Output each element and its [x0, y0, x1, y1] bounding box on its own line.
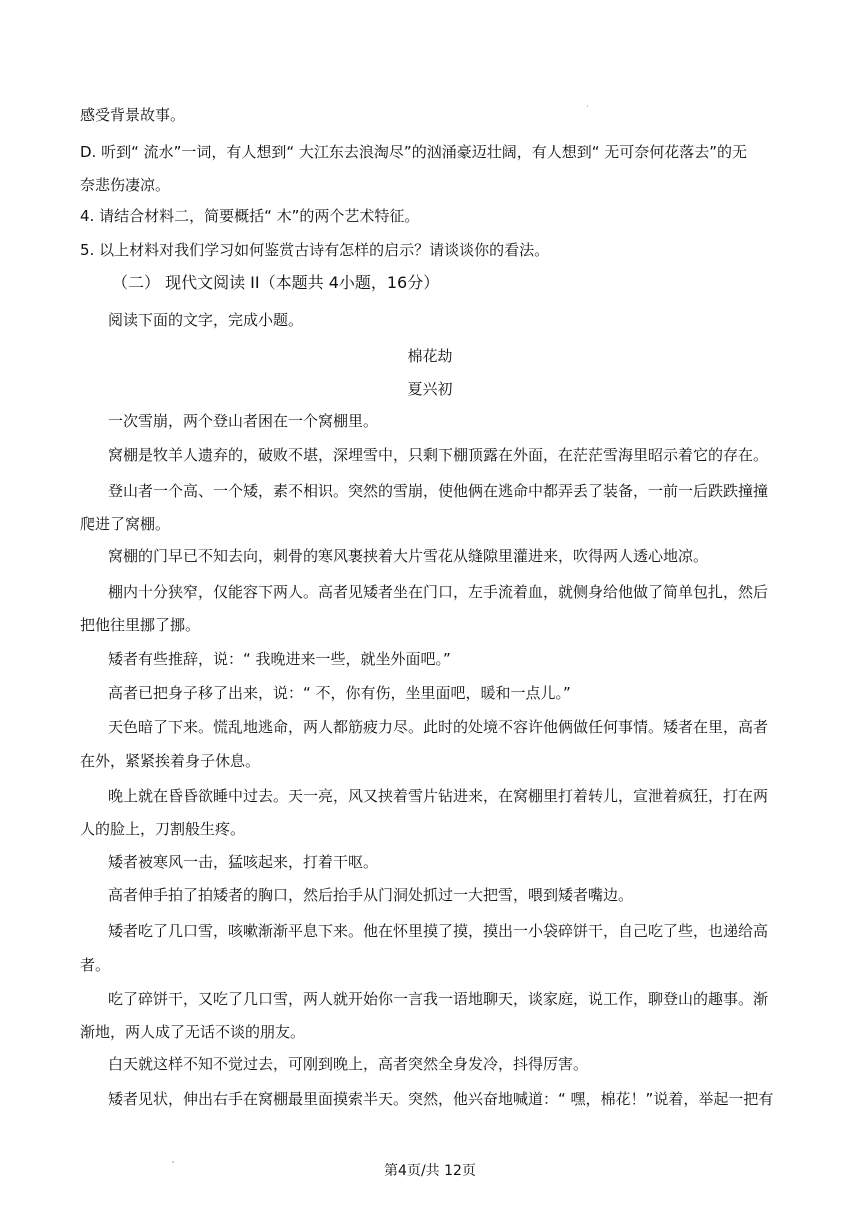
scan-speck: ' [172, 1160, 175, 1169]
story-paragraph-cont: 爬进了窝棚。 [80, 515, 171, 533]
story-paragraph: 窝棚是牧羊人遗弃的，破败不堪，深埋雪中，只剩下棚顶露在外面，在茫茫雪海里昭示着它的存在。 [108, 446, 769, 464]
story-paragraph: 晚上就在昏昏欲睡中过去。天一亮，风又挟着雪片钻进来，在窝棚里打着转儿，宣泄着疯狂，打在两 [108, 787, 769, 805]
story-paragraph: 白天就这样不知不觉过去，可刚到晚上，高者突然全身发冷，抖得厉害。 [108, 1055, 589, 1073]
story-paragraph: 矮者吃了几口雪，咳嗽渐渐平息下来。他在怀里摸了摸，摸出一小袋碎饼干，自己吃了些，也递给高 [108, 922, 769, 940]
story-paragraph-cont: 在外，紧紧挨着身子休息。 [80, 752, 261, 770]
question-4: 4. 请结合材料二，简要概括“ 木”的两个艺术特征。 [80, 207, 420, 225]
story-paragraph-cont: 者。 [80, 956, 111, 974]
option-d-line: D. 听到“ 流水”一词，有人想到“ 大江东去浪淘尽”的汹涌豪迈壮阔，有人想到“ 无可奈何花落去”的无 [80, 143, 748, 161]
story-paragraph: 一次雪崩，两个登山者困在一个窝棚里。 [108, 412, 379, 430]
story-paragraph: 矮者被寒风一击，猛咳起来，打着干呕。 [108, 853, 379, 871]
section-heading: （二） 现代文阅读 II（本题共 4小题，16分） [112, 273, 440, 292]
story-paragraph-cont: 人的脸上，刀割般生疼。 [80, 820, 246, 838]
story-paragraph: 高者伸手拍了拍矮者的胸口，然后抬手从门洞处抓过一大把雪，喂到矮者嘴边。 [108, 886, 634, 904]
story-paragraph: 棚内十分狭窄，仅能容下两人。高者见矮者坐在门口，左手流着血，就侧身给他做了简单包扎，然后 [108, 583, 769, 601]
scan-speck: · [586, 102, 589, 111]
question-5: 5. 以上材料对我们学习如何鉴赏古诗有怎样的启示？请谈谈你的看法。 [80, 241, 550, 259]
paragraph-line: 感受背景故事。 [80, 106, 186, 124]
paragraph-line: 奈悲伤凄凉。 [80, 176, 171, 194]
story-paragraph: 吃了碎饼干，又吃了几口雪，两人就开始你一言我一语地聊天，谈家庭，说工作，聊登山的趣事。渐 [108, 990, 769, 1008]
story-paragraph: 矮者有些推辞，说：“ 我晚进来一些，就坐外面吧。” [108, 650, 451, 668]
story-author: 夏兴初 [407, 380, 453, 398]
story-paragraph: 矮者见状，伸出右手在窝棚最里面摸索半天。突然，他兴奋地喊道：“ 嘿，棉花！”说着，举起一把有 [108, 1090, 774, 1108]
story-paragraph: 高者已把身子移了出来，说：“ 不，你有伤，坐里面吧，暖和一点儿。” [108, 684, 571, 702]
page-number-footer: 第4页/共 12页 [384, 1163, 476, 1179]
story-paragraph: 登山者一个高、一个矮，素不相识。突然的雪崩，使他俩在逃命中都弄丢了装备，一前一后跌跌撞撞 [108, 482, 769, 500]
instruction-line: 阅读下面的文字，完成小题。 [108, 311, 304, 329]
story-title: 棉花劫 [407, 347, 453, 365]
story-paragraph-cont: 把他往里挪了挪。 [80, 616, 201, 634]
story-paragraph: 天色暗了下来。慌乱地逃命，两人都筋疲力尽。此时的处境不容许他俩做任何事情。矮者在里，高者 [108, 718, 769, 736]
story-paragraph: 窝棚的门早已不知去向，刺骨的寒风裹挟着大片雪花从缝隙里灌进来，吹得两人透心地凉。 [108, 547, 709, 565]
story-paragraph-cont: 渐地，两人成了无话不谈的朋友。 [80, 1023, 306, 1041]
